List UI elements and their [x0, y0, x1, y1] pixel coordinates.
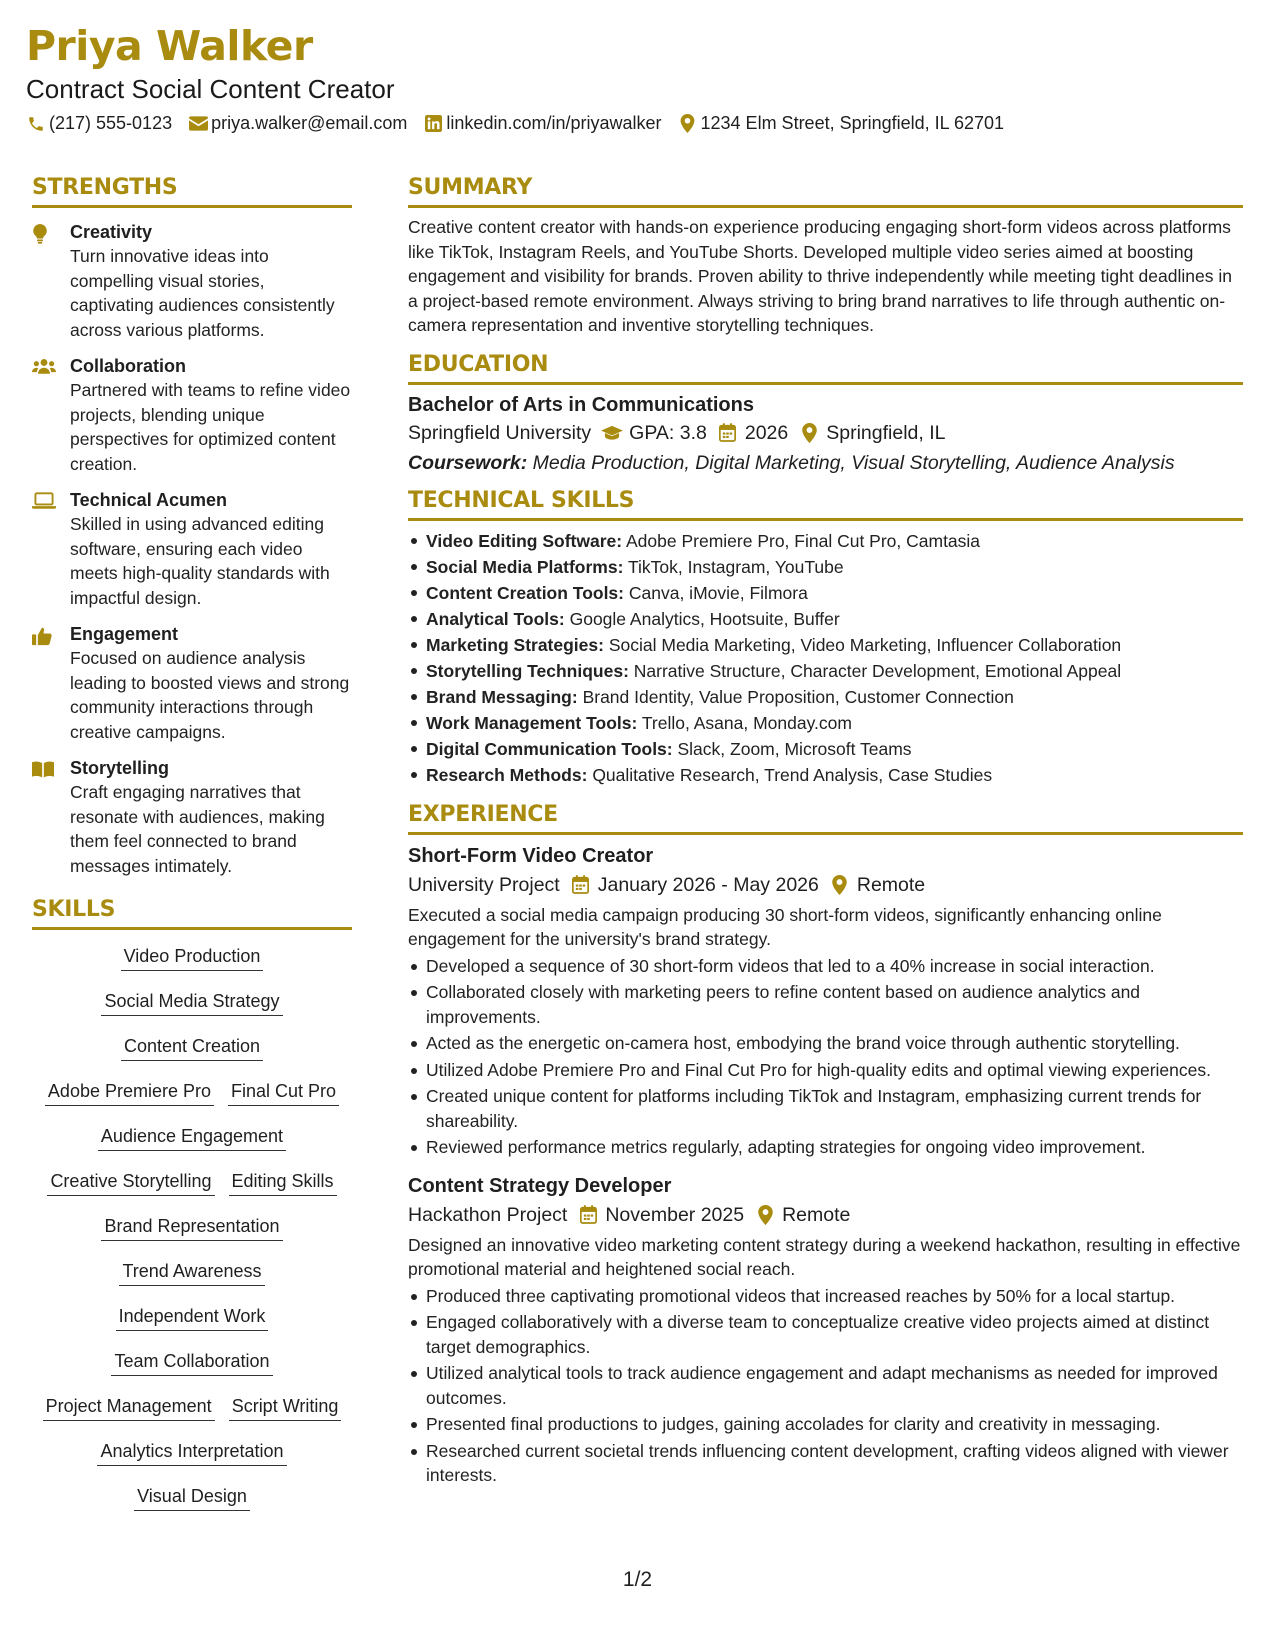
tech-label: Brand Messaging: [426, 686, 578, 707]
calendar-icon [570, 874, 592, 896]
skill-tag: Final Cut Pro [228, 1080, 339, 1106]
contact-email-text: priya.walker@email.com [211, 113, 408, 133]
skill-tag: Audience Engagement [98, 1125, 286, 1151]
candidate-name: Priya Walker [26, 22, 313, 70]
tech-value: Narrative Structure, Character Development, Emotional Appeal [633, 660, 1122, 681]
list-item [408, 606, 1243, 632]
strength-item [32, 757, 352, 878]
candidate-title: Contract Social Content Creator [26, 74, 395, 104]
list-item: Researched current societal trends influencing content development, crafting videos aligned with viewer interests. [408, 1439, 1243, 1488]
strength-item [32, 489, 352, 610]
skill-tag: Team Collaboration [111, 1350, 272, 1376]
map-pin-icon [798, 422, 820, 444]
graduation-cap-icon [601, 422, 623, 444]
job-dates: January 2026 - May 2026 [597, 873, 819, 896]
list-item: Acted as the energetic on-camera host, embodying the brand voice through authentic storytelling. [408, 1031, 1243, 1056]
job-meta [408, 870, 1243, 900]
technical-skills-list [408, 528, 1243, 788]
education-coursework [408, 448, 1243, 478]
list-item: Reviewed performance metrics regularly, adapting strategies for ongoing video improvement. [408, 1135, 1243, 1160]
list-item: Utilized analytical tools to track audience engagement and adapt mechanisms as needed for improved outcomes. [408, 1361, 1243, 1410]
page-number: 1/2 [622, 1568, 653, 1591]
education-heading: EDUCATION [408, 352, 1243, 385]
tech-value: Brand Identity, Value Proposition, Customer Connection [582, 686, 1014, 707]
list-item: Developed a sequence of 30 short-form videos that led to a 40% increase in social interaction. [408, 954, 1243, 979]
book-open-icon [32, 757, 70, 878]
calendar-icon [717, 422, 739, 444]
job-dates: November 2025 [605, 1203, 745, 1226]
list-item [408, 736, 1243, 762]
job-title: Short-Form Video Creator [408, 844, 654, 867]
education-gpa: GPA: 3.8 [629, 421, 707, 444]
tech-value: Trello, Asana, Monday.com [641, 712, 852, 733]
skill-tag: Creative Storytelling [47, 1170, 214, 1196]
strength-title: Collaboration [70, 356, 186, 376]
skills-list [32, 937, 352, 1530]
users-icon [32, 355, 70, 476]
list-item [408, 658, 1243, 684]
tech-label: Research Methods: [426, 764, 588, 785]
job-location: Remote [856, 873, 926, 896]
tech-label: Marketing Strategies: [426, 634, 604, 655]
list-item [408, 710, 1243, 736]
job-title: Content Strategy Developer [408, 1174, 672, 1197]
strength-desc: Craft engaging narratives that resonate with audiences, making them feel connected to brand messages intimately. [70, 782, 325, 876]
strength-title: Creativity [70, 222, 153, 242]
job-meta [408, 1200, 1243, 1230]
skill-tag: Content Creation [121, 1035, 263, 1061]
list-item [408, 632, 1243, 658]
list-item [408, 580, 1243, 606]
contact-phone[interactable] [26, 113, 172, 134]
laptop-icon [32, 489, 70, 610]
job-summary: Executed a social media campaign producing 30 short-form videos, significantly enhancing online engagement for the university's brand strategy. [408, 904, 1162, 949]
lightbulb-icon [32, 221, 70, 342]
coursework-label: Coursework: [408, 451, 528, 474]
tech-value: Canva, iMovie, Filmora [628, 582, 808, 603]
left-column [32, 175, 352, 1530]
strength-title: Engagement [70, 624, 179, 644]
technical-skills-heading: TECHNICAL SKILLS [408, 488, 1243, 521]
skill-tag: Trend Awareness [119, 1260, 264, 1286]
contact-bar [26, 113, 1020, 134]
summary-text: Creative content creator with hands-on experience producing engaging short-form videos across platforms like TikTok, Instagram Reels, and YouTube Shorts. Developed multiple video series aimed at boosting engagement and visibility for brands. Proven ability to thrive independently while meeting tight deadlines in a project-based remote environment. Always striving to bring brand narratives to life through authentic on-camera representation and inventive storytelling techniques. [408, 217, 1232, 335]
tech-label: Digital Communication Tools: [426, 738, 673, 759]
skill-tag: Adobe Premiere Pro [45, 1080, 214, 1106]
map-pin-icon [829, 874, 851, 896]
contact-address [678, 113, 1005, 134]
tech-label: Social Media Platforms: [426, 556, 624, 577]
strength-title: Technical Acumen [70, 490, 228, 510]
strength-item [32, 623, 352, 744]
strengths-heading: STRENGTHS [32, 175, 352, 208]
education-meta [408, 418, 1243, 448]
list-item: Produced three captivating promotional videos that increased reaches by 50% for a local startup. [408, 1284, 1243, 1309]
contact-address-text: 1234 Elm Street, Springfield, IL 62701 [700, 113, 1005, 133]
strength-desc: Partnered with teams to refine video projects, blending unique perspectives for optimized content creation. [70, 380, 351, 474]
contact-linkedin-text: linkedin.com/in/priyawalker [446, 113, 662, 133]
list-item [408, 554, 1243, 580]
job-summary: Designed an innovative video marketing content strategy during a weekend hackathon, resulting in effective promotional material and heightened social reach. [408, 1234, 1241, 1279]
tech-value: Slack, Zoom, Microsoft Teams [677, 738, 912, 759]
tech-value: TikTok, Instagram, YouTube [627, 556, 844, 577]
strength-title: Storytelling [70, 758, 170, 778]
skill-tag: Social Media Strategy [101, 990, 282, 1016]
calendar-icon [577, 1204, 599, 1226]
contact-phone-text: (217) 555-0123 [49, 113, 173, 133]
tech-label: Work Management Tools: [426, 712, 638, 733]
job-org: University Project [408, 873, 560, 896]
tech-value: Social Media Marketing, Video Marketing, Influencer Collaboration [608, 634, 1122, 655]
skill-tag: Independent Work [116, 1305, 269, 1331]
job-bullets [408, 954, 1243, 1160]
linkedin-icon [423, 114, 443, 134]
list-item [408, 762, 1243, 788]
skill-tag: Editing Skills [229, 1170, 337, 1196]
map-pin-icon [678, 114, 698, 134]
skill-tag: Analytics Interpretation [97, 1440, 286, 1466]
phone-icon [26, 114, 46, 134]
map-pin-icon [754, 1204, 776, 1226]
right-column [408, 175, 1243, 1488]
tech-label: Analytical Tools: [426, 608, 565, 629]
education-year: 2026 [744, 421, 789, 444]
list-item [408, 684, 1243, 710]
job-bullets [408, 1284, 1243, 1488]
list-item [408, 528, 1243, 554]
skill-tag: Brand Representation [101, 1215, 282, 1241]
tech-value: Google Analytics, Hootsuite, Buffer [569, 608, 840, 629]
experience-heading: EXPERIENCE [408, 802, 1243, 835]
envelope-icon [188, 114, 208, 134]
skill-tag: Visual Design [134, 1485, 250, 1511]
skill-tag: Script Writing [229, 1395, 342, 1421]
job-org: Hackathon Project [408, 1203, 568, 1226]
skill-tag: Project Management [43, 1395, 215, 1421]
skill-tag: Video Production [121, 945, 264, 971]
list-item: Created unique content for platforms including TikTok and Instagram, emphasizing current trends for shareability. [408, 1084, 1243, 1133]
tech-label: Video Editing Software: [426, 530, 623, 551]
education-school: Springfield University [408, 421, 592, 444]
education-location: Springfield, IL [826, 421, 946, 444]
tech-value: Adobe Premiere Pro, Final Cut Pro, Camtasia [626, 530, 981, 551]
contact-email[interactable] [188, 113, 407, 134]
thumbs-up-icon [32, 623, 70, 744]
coursework-list: Media Production, Digital Marketing, Visual Storytelling, Audience Analysis [532, 451, 1175, 474]
list-item: Utilized Adobe Premiere Pro and Final Cut Pro for high-quality edits and optimal viewing experiences. [408, 1058, 1243, 1083]
education-degree: Bachelor of Arts in Communications [408, 393, 754, 416]
tech-label: Storytelling Techniques: [426, 660, 629, 681]
summary-heading: SUMMARY [408, 175, 1243, 208]
strength-desc: Skilled in using advanced editing software, ensuring each video meets high-quality standards with impactful design. [70, 514, 330, 608]
strength-item [32, 221, 352, 342]
tech-label: Content Creation Tools: [426, 582, 624, 603]
strength-desc: Focused on audience analysis leading to boosted views and strong community interactions through creative campaigns. [70, 648, 350, 742]
skills-heading: SKILLS [32, 897, 352, 930]
list-item: Presented final productions to judges, gaining accolades for clarity and creativity in messaging. [408, 1412, 1243, 1437]
strength-item [32, 355, 352, 476]
list-item: Collaborated closely with marketing peers to refine content based on audience analytics and improvements. [408, 980, 1243, 1029]
list-item: Engaged collaboratively with a diverse team to conceptualize creative video projects aimed at distinct target demographics. [408, 1310, 1243, 1359]
job-location: Remote [782, 1203, 851, 1226]
tech-value: Qualitative Research, Trend Analysis, Case Studies [592, 764, 993, 785]
strength-desc: Turn innovative ideas into compelling visual stories, captivating audiences consistently across various platforms. [70, 246, 335, 340]
contact-linkedin[interactable] [423, 113, 661, 134]
